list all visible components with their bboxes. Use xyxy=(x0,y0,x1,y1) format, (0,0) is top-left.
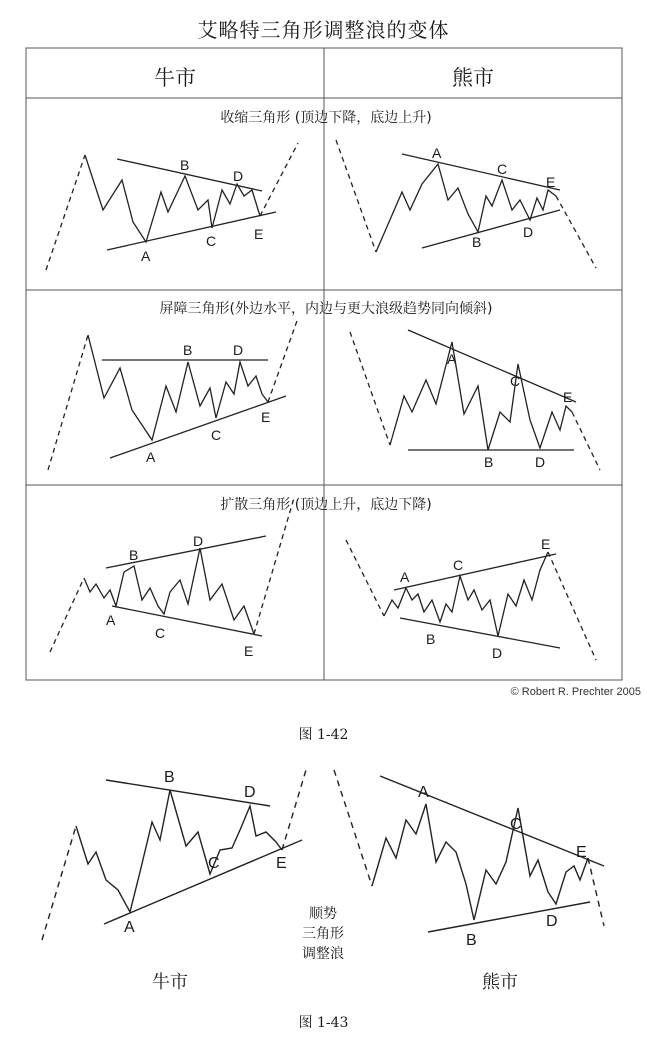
wave-label-a: A xyxy=(447,351,457,367)
section-title-contracting: 收缩三角形 (顶边下降，底边上升) xyxy=(220,110,432,126)
wave-label-c: C xyxy=(155,625,166,641)
bull-header: 牛市 xyxy=(154,66,196,90)
wave-label-d: D xyxy=(233,168,244,184)
wave-label-b: B xyxy=(164,769,175,786)
wave-label-e: E xyxy=(254,226,264,242)
wave-label-e: E xyxy=(563,389,573,405)
wave-label-b: B xyxy=(129,547,139,563)
contracting-bull-diagram xyxy=(46,143,298,270)
wave-label-d: D xyxy=(523,224,534,240)
center-label xyxy=(283,904,363,964)
wave-label-e: E xyxy=(576,844,587,861)
wave-label-e: E xyxy=(276,855,287,872)
figure-title: 艾略特三角形调整浪的变体 xyxy=(197,18,450,42)
wave-label-a: A xyxy=(418,784,429,801)
wave-label-c: C xyxy=(206,233,217,249)
wave-label-a: A xyxy=(146,449,156,465)
wave-label-d: D xyxy=(244,784,256,801)
wave-label-b: B xyxy=(183,342,193,358)
wave-label-e: E xyxy=(244,643,254,659)
wave-label-d: D xyxy=(535,454,546,470)
bull-label: 牛市 xyxy=(152,972,188,993)
wave-label-a: A xyxy=(400,569,410,585)
wave-label-d: D xyxy=(492,645,503,661)
expanding-bear-diagram xyxy=(346,540,596,660)
expanding-bull-diagram xyxy=(50,498,294,652)
barrier-bull-diagram xyxy=(48,318,298,470)
wave-label-e: E xyxy=(546,174,556,190)
wave-label-c: C xyxy=(211,427,222,443)
wave-label-d: D xyxy=(233,342,244,358)
fig43-bull-diagram xyxy=(42,770,306,940)
figure-caption-1-43: 图 1-43 xyxy=(298,1015,349,1031)
wave-label-a: A xyxy=(141,248,151,264)
figure-caption-1-42: 图 1-42 xyxy=(298,727,349,743)
wave-label-e: E xyxy=(541,536,551,552)
wave-label-c: C xyxy=(510,373,521,389)
wave-label-a: A xyxy=(124,919,135,936)
wave-label-e: E xyxy=(261,409,271,425)
wave-label-b: B xyxy=(180,157,190,173)
wave-label-a: A xyxy=(432,145,442,161)
expanding-bull-labels xyxy=(106,533,253,659)
fig43-bull-labels xyxy=(124,769,287,936)
center-label-line: 三角形 xyxy=(302,926,344,942)
wave-label-d: D xyxy=(193,533,204,549)
wave-label-c: C xyxy=(208,855,220,872)
center-label-line: 顺势 xyxy=(309,906,337,922)
bear-label: 熊市 xyxy=(482,972,518,993)
section-title-barrier: 屏障三角形(外边水平，内边与更大浪级趋势同向倾斜) xyxy=(159,301,493,317)
bear-header: 熊市 xyxy=(452,66,494,90)
wave-label-b: B xyxy=(472,234,482,250)
fig43-bear-labels xyxy=(418,784,587,949)
contracting-bull-labels xyxy=(141,157,263,264)
copyright-note: © Robert R. Prechter 2005 xyxy=(510,686,641,698)
wave-label-b: B xyxy=(484,454,494,470)
center-label-line: 调整浪 xyxy=(302,946,344,962)
wave-label-c: C xyxy=(453,557,464,573)
contracting-bear-diagram xyxy=(336,140,596,268)
wave-label-c: C xyxy=(510,816,522,833)
wave-label-a: A xyxy=(106,612,116,628)
fig43-bear-diagram xyxy=(334,770,604,932)
wave-label-c: C xyxy=(497,161,508,177)
wave-label-b: B xyxy=(426,631,436,647)
table-grid xyxy=(26,48,622,680)
section-title-expanding: 扩散三角形 (顶边上升，底边下降) xyxy=(220,497,432,513)
wave-label-d: D xyxy=(546,913,558,930)
wave-label-b: B xyxy=(466,932,477,949)
